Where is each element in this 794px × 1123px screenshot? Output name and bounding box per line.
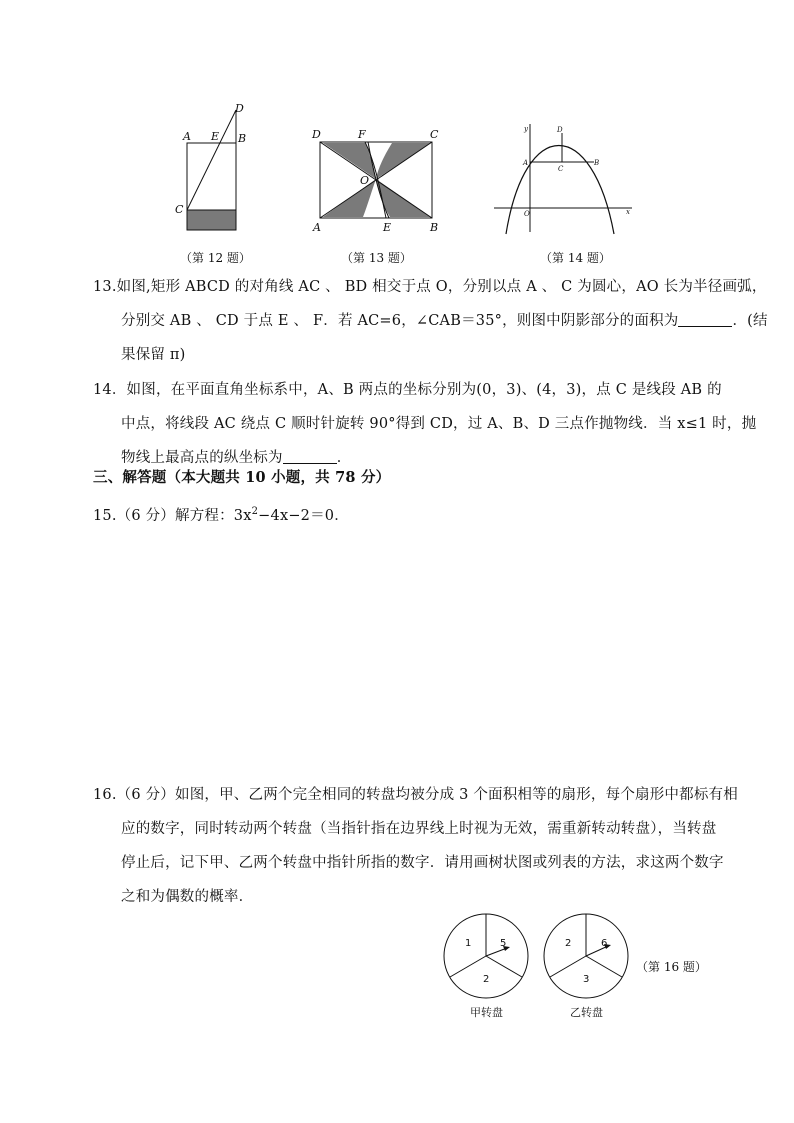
fig13-label-O: O: [360, 174, 370, 187]
fig12-label-A: A: [183, 130, 191, 143]
wheel-a-divider-left: [450, 956, 486, 977]
fig14-label-C: C: [558, 165, 564, 173]
wheel-a-number-2: 5: [500, 938, 507, 949]
wheel-a-pointer[interactable]: [486, 948, 507, 956]
q13-line-1: 13.如图,矩形 ABCD 的对角线 AC 、 BD 相交于点 O，分别以点 A 、 C 为圆心，AO 长为半径画弧，: [93, 279, 767, 295]
wheel-a: [444, 914, 528, 998]
fig13-shaded-top: [323, 143, 431, 179]
q16-line-3: 停止后，记下甲、乙两个转盘中指针所指的数字．请用画树状图或列表的方法，求这两个数字: [121, 855, 724, 871]
fig12-label-D: D: [235, 102, 244, 115]
fig13-label-C: C: [430, 128, 439, 141]
question-13: [93, 270, 768, 372]
fig12-label-E: E: [211, 130, 220, 143]
fig14-label-y: y: [524, 125, 528, 133]
fig12-label-C: C: [175, 203, 184, 216]
section-3-heading: 三、解答题（本大题共 10 小题，共 78 分）: [93, 469, 391, 486]
q15-eq-a: 3x: [233, 507, 252, 524]
q13-answer-blank[interactable]: [678, 312, 732, 327]
fig12-segment-CD: [187, 110, 236, 210]
q13-line-2: [93, 304, 768, 338]
wheel-b-divider-right: [586, 956, 622, 977]
wheel-a-number-3: 2: [483, 974, 490, 985]
wheel-b-name: 乙转盘: [570, 1006, 603, 1019]
fig13-label-F: F: [358, 128, 366, 141]
q13-line-3: 果保留 π): [121, 347, 186, 363]
wheel-a-name: 甲转盘: [470, 1006, 503, 1019]
fig14-label-x: x: [626, 208, 630, 216]
q15-eq-b: −4x−2＝0．: [258, 507, 349, 524]
q14-line-3-end: ．: [336, 450, 352, 466]
question-15: [93, 495, 703, 533]
wheel-a-divider-right: [486, 956, 522, 977]
q13-line-2-text: 分别交 AB 、 CD 于点 E 、 F．若 AC=6，∠CAB＝35°，则图中阴影部分的面积为: [121, 313, 679, 329]
fig12-label-B: B: [238, 132, 247, 145]
fig14-label-D: D: [557, 126, 563, 134]
fig13-label-D: D: [312, 128, 321, 141]
fig12-caption: （第 12 题）: [180, 251, 251, 265]
question-16: [93, 778, 738, 914]
q16-line-4: 之和为偶数的概率．: [121, 889, 254, 905]
fig13-label-E: E: [383, 221, 392, 234]
q15-prefix: 15.（6 分）解方程：: [93, 507, 234, 524]
figure-13: [308, 124, 448, 236]
wheel-b-number-1: 2: [565, 938, 572, 949]
q14-line-2: 中点，将线段 AC 绕点 C 顺时针旋转 90°得到 CD，过 A、B、D 三点作抛物线．当 x≤1 时，抛: [121, 416, 757, 432]
figure-12: [170, 100, 260, 235]
figure-14: [490, 118, 640, 238]
fig16-caption: （第 16 题）: [636, 960, 707, 974]
q16-line-2: 应的数字，同时转动两个转盘（当指针指在边界线上时视为无效，需重新转动转盘），当转盘: [121, 821, 717, 837]
fig14-caption: （第 14 题）: [540, 251, 611, 265]
fig14-label-A: A: [523, 159, 529, 167]
fig13-label-A: A: [313, 221, 321, 234]
fig14-label-O: O: [524, 210, 530, 218]
fig14-label-B: B: [594, 159, 600, 167]
q13-line-2-end: ．(结: [732, 313, 768, 329]
wheel-b-number-2: 6: [601, 938, 608, 949]
wheel-b: [544, 914, 628, 998]
fig13-caption: （第 13 题）: [341, 251, 412, 265]
wheel-b-divider-left: [550, 956, 586, 977]
q14-line-1: 14．如图，在平面直角坐标系中，A、B 两点的坐标分别为(0，3)、(4，3)，点 C 是线段 AB 的: [93, 382, 722, 398]
question-14: [93, 373, 757, 475]
q16-line-1: 16.（6 分）如图，甲、乙两个完全相同的转盘均被分成 3 个面积相等的扇形，每个扇形中都标有相: [93, 787, 738, 803]
wheel-a-number-1: 1: [465, 938, 472, 949]
fig13-label-B: B: [430, 221, 439, 234]
q14-line-3-text: 物线上最高点的纵坐标为: [121, 450, 283, 466]
fig12-shaded-region: [187, 210, 236, 230]
q15-eq-sup: 2: [251, 506, 259, 517]
wheel-b-number-3: 3: [583, 974, 590, 985]
